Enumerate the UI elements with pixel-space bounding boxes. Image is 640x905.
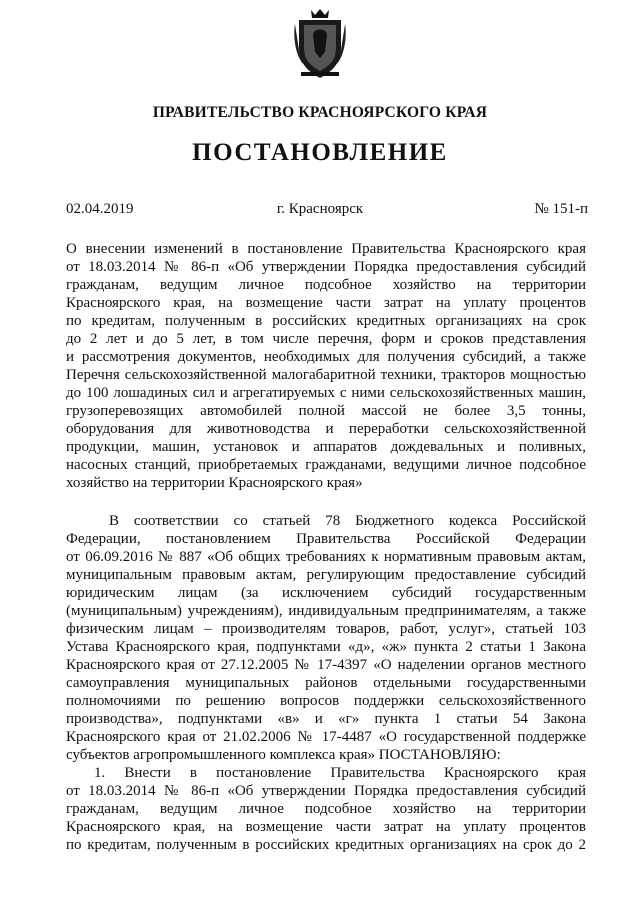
subject-line: Красноярского края, на возмещение части затрат на уплату процентов (66, 295, 586, 311)
document-city: г. Красноярск (276, 201, 364, 217)
body-line: субъектов агропромышленного комплекса края» ПОСТАНОВЛЯЮ: (66, 747, 501, 763)
subject-line: О внесении изменений в постановление Правительства Красноярского края (66, 241, 586, 257)
body-line: Федерации, постановлением Правительства Российской Федерации (66, 531, 586, 547)
body-line: гражданам, ведущим личное подсобное хозяйство на территории (66, 801, 586, 817)
body-line: Красноярского края от 21.02.2006 № 17-4487 «О государственной поддержке (66, 729, 586, 745)
subject-line: Перечня сельскохозяйственной малогабаритной техники, тракторов мощностью (66, 367, 586, 383)
document-date: 02.04.2019 (66, 201, 134, 217)
body-line: Красноярского края от 27.12.2005 № 17-4397 «О наделении органов местного (66, 657, 586, 673)
subject-line: хозяйство на территории Красноярского края» (66, 475, 363, 491)
body-line: полномочиями по решению вопросов поддержки сельскохозяйственного (66, 693, 586, 709)
body-line: самоуправления муниципальных районов отдельными государственными (66, 675, 586, 691)
body-line: Красноярского края, на возмещение части затрат на уплату процентов (66, 819, 586, 835)
government-name: ПРАВИТЕЛЬСТВО КРАСНОЯРСКОГО КРАЯ (152, 104, 488, 121)
coat-of-arms-emblem (291, 6, 349, 80)
subject-line: и рассмотрения документов, необходимых для получения субсидий, а также (66, 349, 586, 365)
subject-line: до 100 лошадиных сил и агрегатируемых с ними сельскохозяйственных машин, (66, 385, 586, 401)
subject-line: грузоперевозящих автомобилей полной массой не более 3,5 тонны, (66, 403, 586, 419)
document-type: ПОСТАНОВЛЕНИЕ (192, 139, 448, 166)
body-line: 1. Внести в постановление Правительства Красноярского края (94, 765, 586, 781)
body-line: по кредитам, полученным в российских кредитных организациях на срок до 2 (66, 837, 586, 853)
body-line: производства», подпунктами «в» и «г» пункта 1 статьи 54 Закона (66, 711, 586, 727)
body-line: (муниципальным) учреждениям), индивидуальным предпринимателям, а также (66, 603, 586, 619)
body-line: физическим лицам – производителям товаров, работ, услуг», статьей 103 (66, 621, 586, 637)
subject-line: гражданам, ведущим личное подсобное хозяйство на территории (66, 277, 586, 293)
body-line: юридическим лицам (за исключением субсидий государственным (66, 585, 586, 601)
subject-line: оборудования для животноводства и переработки сельскохозяйственной (66, 421, 586, 437)
body-line: Устава Красноярского края, подпунктами «д», «ж» пункта 2 статьи 1 Закона (66, 639, 586, 655)
document-number: № 151-п (534, 201, 588, 217)
subject-line: от 18.03.2014 № 86-п «Об утверждении Порядка предоставления субсидий (66, 259, 586, 275)
subject-line: до 2 лет и до 5 лет, в том числе перечня, форм и сроков представления (66, 331, 586, 347)
subject-line: по кредитам, полученным в российских кредитных организациях на срок (66, 313, 586, 329)
subject-line: продукции, машин, установок и аппаратов дождевальных и поливных, (66, 439, 586, 455)
body-line: от 18.03.2014 № 86-п «Об утверждении Порядка предоставления субсидий (66, 783, 586, 799)
subject-line: насосных станций, приобретаемых гражданами, ведущими личное подсобное (66, 457, 586, 473)
body-line: от 06.09.2016 № 887 «Об общих требованиях к нормативным правовым актам, (66, 549, 586, 565)
body-line: муниципальным правовым актам, регулирующим предоставление субсидий (66, 567, 586, 583)
body-line: В соответствии со статьей 78 Бюджетного кодекса Российской (109, 513, 586, 529)
